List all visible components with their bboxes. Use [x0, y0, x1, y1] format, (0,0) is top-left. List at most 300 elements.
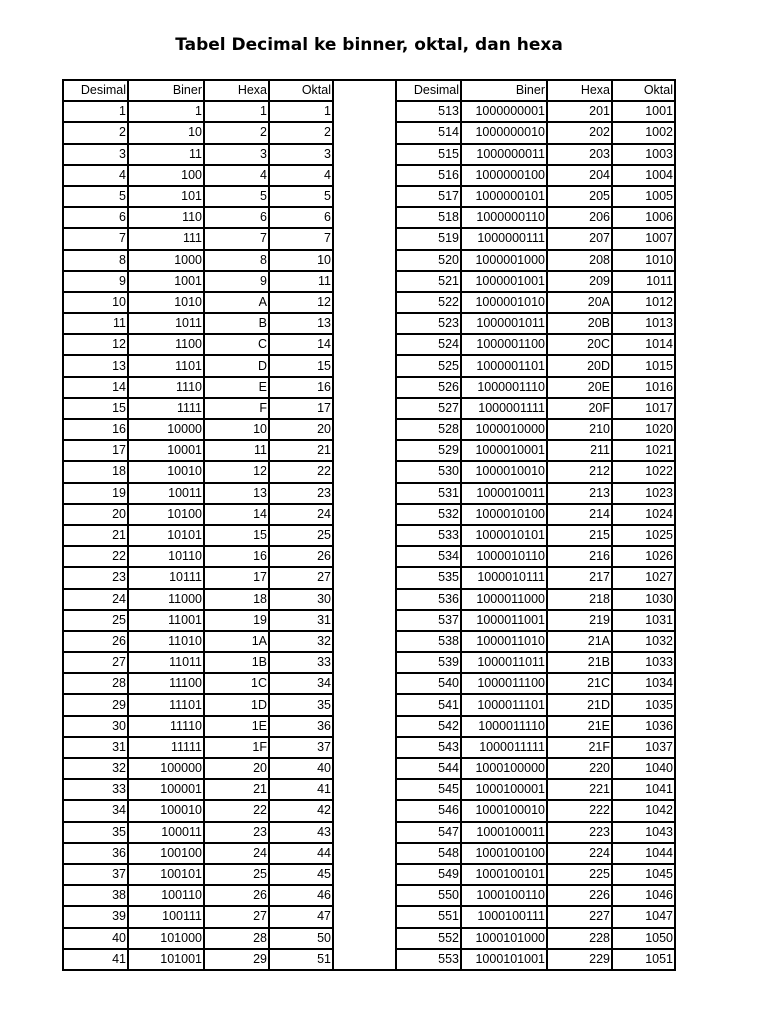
biner-cell: 1010 — [128, 292, 204, 313]
biner-cell: 1000100110 — [461, 885, 547, 906]
biner-cell: 11001 — [128, 610, 204, 631]
table-row — [63, 355, 675, 376]
hexa-cell: 19 — [204, 610, 269, 631]
table-row — [63, 461, 675, 482]
table-body — [63, 80, 675, 970]
desimal-cell: 3 — [63, 144, 128, 165]
biner-cell: 1000100101 — [461, 864, 547, 885]
table-header-row — [63, 80, 675, 101]
desimal-cell: 546 — [396, 800, 461, 821]
biner-cell: 1 — [128, 101, 204, 122]
biner-cell: 1000001011 — [461, 313, 547, 334]
biner-cell: 11100 — [128, 673, 204, 694]
table-row — [63, 652, 675, 673]
desimal-cell: 523 — [396, 313, 461, 334]
biner-cell: 1111 — [128, 398, 204, 419]
biner-cell: 1000000110 — [461, 207, 547, 228]
table-row — [63, 144, 675, 165]
oktal-cell: 1010 — [612, 250, 675, 271]
hexa-cell: 223 — [547, 822, 612, 843]
biner-cell: 1000010001 — [461, 440, 547, 461]
gap-cell — [333, 800, 396, 821]
hexa-cell: 11 — [204, 440, 269, 461]
biner-cell: 11111 — [128, 737, 204, 758]
hexa-cell: B — [204, 313, 269, 334]
oktal-cell: 1007 — [612, 228, 675, 249]
hexa-cell: 210 — [547, 419, 612, 440]
oktal-cell: 21 — [269, 440, 333, 461]
biner-cell: 100100 — [128, 843, 204, 864]
gap-cell — [333, 292, 396, 313]
biner-cell: 1110 — [128, 377, 204, 398]
hexa-cell: F — [204, 398, 269, 419]
table-row — [63, 122, 675, 143]
column-header: Desimal — [63, 80, 128, 101]
oktal-cell: 1024 — [612, 504, 675, 525]
table-row — [63, 800, 675, 821]
hexa-cell: 221 — [547, 779, 612, 800]
hexa-cell: 13 — [204, 483, 269, 504]
hexa-cell: 29 — [204, 949, 269, 970]
gap-cell — [333, 694, 396, 715]
hexa-cell: 1F — [204, 737, 269, 758]
gap-cell — [333, 144, 396, 165]
table-row — [63, 758, 675, 779]
oktal-cell: 1030 — [612, 589, 675, 610]
biner-cell: 101 — [128, 186, 204, 207]
hexa-cell: 3 — [204, 144, 269, 165]
biner-cell: 1000100100 — [461, 843, 547, 864]
gap-cell — [333, 207, 396, 228]
gap-cell — [333, 101, 396, 122]
desimal-cell: 517 — [396, 186, 461, 207]
hexa-cell: 1B — [204, 652, 269, 673]
table-row — [63, 843, 675, 864]
desimal-cell: 10 — [63, 292, 128, 313]
desimal-cell: 7 — [63, 228, 128, 249]
gap-cell — [333, 504, 396, 525]
oktal-cell: 2 — [269, 122, 333, 143]
gap-cell — [333, 928, 396, 949]
column-header: Oktal — [269, 80, 333, 101]
hexa-cell: 218 — [547, 589, 612, 610]
hexa-cell: 7 — [204, 228, 269, 249]
desimal-cell: 5 — [63, 186, 128, 207]
desimal-cell: 9 — [63, 271, 128, 292]
desimal-cell: 553 — [396, 949, 461, 970]
desimal-cell: 533 — [396, 525, 461, 546]
hexa-cell: 28 — [204, 928, 269, 949]
biner-cell: 1011 — [128, 313, 204, 334]
desimal-cell: 20 — [63, 504, 128, 525]
table-row — [63, 906, 675, 927]
hexa-cell: 16 — [204, 546, 269, 567]
oktal-cell: 25 — [269, 525, 333, 546]
hexa-cell: 228 — [547, 928, 612, 949]
desimal-cell: 528 — [396, 419, 461, 440]
biner-cell: 1000011101 — [461, 694, 547, 715]
biner-cell: 101001 — [128, 949, 204, 970]
desimal-cell: 545 — [396, 779, 461, 800]
table-row — [63, 673, 675, 694]
table-row — [63, 504, 675, 525]
hexa-cell: 21D — [547, 694, 612, 715]
table-row — [63, 949, 675, 970]
hexa-cell: 1A — [204, 631, 269, 652]
hexa-cell: 18 — [204, 589, 269, 610]
oktal-cell: 41 — [269, 779, 333, 800]
oktal-cell: 1034 — [612, 673, 675, 694]
oktal-cell: 1017 — [612, 398, 675, 419]
biner-cell: 11101 — [128, 694, 204, 715]
biner-cell: 1000001000 — [461, 250, 547, 271]
desimal-cell: 17 — [63, 440, 128, 461]
biner-cell: 1000010100 — [461, 504, 547, 525]
desimal-cell: 541 — [396, 694, 461, 715]
desimal-cell: 526 — [396, 377, 461, 398]
hexa-cell: 21F — [547, 737, 612, 758]
desimal-cell: 515 — [396, 144, 461, 165]
biner-cell: 1000011111 — [461, 737, 547, 758]
oktal-cell: 15 — [269, 355, 333, 376]
desimal-cell: 14 — [63, 377, 128, 398]
oktal-cell: 1035 — [612, 694, 675, 715]
desimal-cell: 520 — [396, 250, 461, 271]
biner-cell: 1000001111 — [461, 398, 547, 419]
biner-cell: 1000000111 — [461, 228, 547, 249]
biner-cell: 100000 — [128, 758, 204, 779]
biner-cell: 1000010011 — [461, 483, 547, 504]
hexa-cell: 25 — [204, 864, 269, 885]
oktal-cell: 1031 — [612, 610, 675, 631]
table-row — [63, 567, 675, 588]
gap-cell — [333, 461, 396, 482]
oktal-cell: 40 — [269, 758, 333, 779]
desimal-cell: 518 — [396, 207, 461, 228]
desimal-cell: 530 — [396, 461, 461, 482]
table-row — [63, 822, 675, 843]
gap-cell — [333, 80, 396, 101]
oktal-cell: 1001 — [612, 101, 675, 122]
gap-cell — [333, 631, 396, 652]
oktal-cell: 1002 — [612, 122, 675, 143]
oktal-cell: 13 — [269, 313, 333, 334]
desimal-cell: 21 — [63, 525, 128, 546]
biner-cell: 1000011001 — [461, 610, 547, 631]
desimal-cell: 534 — [396, 546, 461, 567]
biner-cell: 1000010110 — [461, 546, 547, 567]
oktal-cell: 30 — [269, 589, 333, 610]
hexa-cell: 1C — [204, 673, 269, 694]
oktal-cell: 1032 — [612, 631, 675, 652]
oktal-cell: 51 — [269, 949, 333, 970]
biner-cell: 1000010101 — [461, 525, 547, 546]
gap-cell — [333, 525, 396, 546]
oktal-cell: 14 — [269, 334, 333, 355]
desimal-cell: 542 — [396, 716, 461, 737]
hexa-cell: 205 — [547, 186, 612, 207]
desimal-cell: 37 — [63, 864, 128, 885]
desimal-cell: 12 — [63, 334, 128, 355]
hexa-cell: 20E — [547, 377, 612, 398]
oktal-cell: 1 — [269, 101, 333, 122]
biner-cell: 10000 — [128, 419, 204, 440]
hexa-cell: 211 — [547, 440, 612, 461]
hexa-cell: 20F — [547, 398, 612, 419]
biner-cell: 1000101000 — [461, 928, 547, 949]
hexa-cell: 227 — [547, 906, 612, 927]
table-row — [63, 313, 675, 334]
oktal-cell: 34 — [269, 673, 333, 694]
table-row — [63, 292, 675, 313]
desimal-cell: 536 — [396, 589, 461, 610]
oktal-cell: 45 — [269, 864, 333, 885]
biner-cell: 1000000011 — [461, 144, 547, 165]
hexa-cell: 204 — [547, 165, 612, 186]
desimal-cell: 23 — [63, 567, 128, 588]
hexa-cell: 215 — [547, 525, 612, 546]
oktal-cell: 32 — [269, 631, 333, 652]
oktal-cell: 1044 — [612, 843, 675, 864]
table-row — [63, 271, 675, 292]
biner-cell: 1000100000 — [461, 758, 547, 779]
oktal-cell: 46 — [269, 885, 333, 906]
desimal-cell: 4 — [63, 165, 128, 186]
gap-cell — [333, 398, 396, 419]
hexa-cell: 14 — [204, 504, 269, 525]
desimal-cell: 33 — [63, 779, 128, 800]
desimal-cell: 535 — [396, 567, 461, 588]
biner-cell: 10 — [128, 122, 204, 143]
hexa-cell: 20D — [547, 355, 612, 376]
page-title: Tabel Decimal ke binner, oktal, dan hexa — [175, 35, 563, 55]
desimal-cell: 22 — [63, 546, 128, 567]
desimal-cell: 19 — [63, 483, 128, 504]
table-row — [63, 546, 675, 567]
desimal-cell: 1 — [63, 101, 128, 122]
biner-cell: 11 — [128, 144, 204, 165]
biner-cell: 1000011010 — [461, 631, 547, 652]
desimal-cell: 537 — [396, 610, 461, 631]
oktal-cell: 10 — [269, 250, 333, 271]
hexa-cell: 2 — [204, 122, 269, 143]
biner-cell: 100011 — [128, 822, 204, 843]
oktal-cell: 1027 — [612, 567, 675, 588]
oktal-cell: 42 — [269, 800, 333, 821]
hexa-cell: 26 — [204, 885, 269, 906]
hexa-cell: 1 — [204, 101, 269, 122]
gap-cell — [333, 377, 396, 398]
desimal-cell: 34 — [63, 800, 128, 821]
table-row — [63, 228, 675, 249]
hexa-cell: 207 — [547, 228, 612, 249]
gap-cell — [333, 610, 396, 631]
hexa-cell: 21E — [547, 716, 612, 737]
hexa-cell: 209 — [547, 271, 612, 292]
table-row — [63, 525, 675, 546]
hexa-cell: 20A — [547, 292, 612, 313]
gap-cell — [333, 355, 396, 376]
desimal-cell: 11 — [63, 313, 128, 334]
oktal-cell: 44 — [269, 843, 333, 864]
oktal-cell: 35 — [269, 694, 333, 715]
table-row — [63, 928, 675, 949]
oktal-cell: 1046 — [612, 885, 675, 906]
hexa-cell: 212 — [547, 461, 612, 482]
table-row — [63, 631, 675, 652]
column-header: Hexa — [204, 80, 269, 101]
desimal-cell: 41 — [63, 949, 128, 970]
biner-cell: 1000011000 — [461, 589, 547, 610]
biner-cell: 1000101001 — [461, 949, 547, 970]
hexa-cell: 225 — [547, 864, 612, 885]
desimal-cell: 532 — [396, 504, 461, 525]
hexa-cell: 23 — [204, 822, 269, 843]
hexa-cell: 217 — [547, 567, 612, 588]
hexa-cell: 10 — [204, 419, 269, 440]
oktal-cell: 12 — [269, 292, 333, 313]
hexa-cell: 22 — [204, 800, 269, 821]
gap-cell — [333, 758, 396, 779]
column-header: Hexa — [547, 80, 612, 101]
column-header: Biner — [128, 80, 204, 101]
table-row — [63, 440, 675, 461]
desimal-cell: 15 — [63, 398, 128, 419]
hexa-cell: 1D — [204, 694, 269, 715]
gap-cell — [333, 419, 396, 440]
desimal-cell: 551 — [396, 906, 461, 927]
conversion-table — [62, 79, 676, 971]
desimal-cell: 26 — [63, 631, 128, 652]
gap-cell — [333, 313, 396, 334]
oktal-cell: 1047 — [612, 906, 675, 927]
desimal-cell: 30 — [63, 716, 128, 737]
gap-cell — [333, 949, 396, 970]
desimal-cell: 544 — [396, 758, 461, 779]
oktal-cell: 1040 — [612, 758, 675, 779]
biner-cell: 11011 — [128, 652, 204, 673]
hexa-cell: 6 — [204, 207, 269, 228]
gap-cell — [333, 440, 396, 461]
hexa-cell: D — [204, 355, 269, 376]
biner-cell: 11010 — [128, 631, 204, 652]
biner-cell: 10110 — [128, 546, 204, 567]
biner-cell: 100010 — [128, 800, 204, 821]
biner-cell: 1000000010 — [461, 122, 547, 143]
hexa-cell: 8 — [204, 250, 269, 271]
biner-cell: 1100 — [128, 334, 204, 355]
oktal-cell: 1041 — [612, 779, 675, 800]
desimal-cell: 13 — [63, 355, 128, 376]
biner-cell: 10001 — [128, 440, 204, 461]
desimal-cell: 525 — [396, 355, 461, 376]
biner-cell: 1000001001 — [461, 271, 547, 292]
biner-cell: 100111 — [128, 906, 204, 927]
table-row — [63, 694, 675, 715]
oktal-cell: 6 — [269, 207, 333, 228]
gap-cell — [333, 843, 396, 864]
biner-cell: 11000 — [128, 589, 204, 610]
oktal-cell: 1021 — [612, 440, 675, 461]
table-row — [63, 186, 675, 207]
oktal-cell: 1016 — [612, 377, 675, 398]
oktal-cell: 1011 — [612, 271, 675, 292]
oktal-cell: 17 — [269, 398, 333, 419]
oktal-cell: 50 — [269, 928, 333, 949]
gap-cell — [333, 546, 396, 567]
oktal-cell: 1005 — [612, 186, 675, 207]
desimal-cell: 6 — [63, 207, 128, 228]
oktal-cell: 1020 — [612, 419, 675, 440]
hexa-cell: 24 — [204, 843, 269, 864]
desimal-cell: 527 — [396, 398, 461, 419]
table-row — [63, 737, 675, 758]
oktal-cell: 1042 — [612, 800, 675, 821]
column-header: Oktal — [612, 80, 675, 101]
biner-cell: 10101 — [128, 525, 204, 546]
oktal-cell: 1033 — [612, 652, 675, 673]
table-row — [63, 885, 675, 906]
desimal-cell: 31 — [63, 737, 128, 758]
biner-cell: 1101 — [128, 355, 204, 376]
desimal-cell: 547 — [396, 822, 461, 843]
biner-cell: 10011 — [128, 483, 204, 504]
biner-cell: 1000011011 — [461, 652, 547, 673]
gap-cell — [333, 186, 396, 207]
gap-cell — [333, 589, 396, 610]
desimal-cell: 8 — [63, 250, 128, 271]
gap-cell — [333, 822, 396, 843]
oktal-cell: 1006 — [612, 207, 675, 228]
desimal-cell: 32 — [63, 758, 128, 779]
hexa-cell: 20B — [547, 313, 612, 334]
oktal-cell: 1051 — [612, 949, 675, 970]
desimal-cell: 35 — [63, 822, 128, 843]
oktal-cell: 1025 — [612, 525, 675, 546]
oktal-cell: 16 — [269, 377, 333, 398]
hexa-cell: 224 — [547, 843, 612, 864]
hexa-cell: 21B — [547, 652, 612, 673]
oktal-cell: 5 — [269, 186, 333, 207]
oktal-cell: 27 — [269, 567, 333, 588]
oktal-cell: 36 — [269, 716, 333, 737]
gap-cell — [333, 334, 396, 355]
gap-cell — [333, 271, 396, 292]
table-row — [63, 377, 675, 398]
gap-cell — [333, 779, 396, 800]
oktal-cell: 4 — [269, 165, 333, 186]
hexa-cell: 213 — [547, 483, 612, 504]
gap-cell — [333, 864, 396, 885]
table-row — [63, 165, 675, 186]
biner-cell: 1000100010 — [461, 800, 547, 821]
biner-cell: 1000010010 — [461, 461, 547, 482]
biner-cell: 101000 — [128, 928, 204, 949]
oktal-cell: 1013 — [612, 313, 675, 334]
gap-cell — [333, 122, 396, 143]
biner-cell: 110 — [128, 207, 204, 228]
table-row — [63, 101, 675, 122]
desimal-cell: 514 — [396, 122, 461, 143]
oktal-cell: 1037 — [612, 737, 675, 758]
hexa-cell: 12 — [204, 461, 269, 482]
desimal-cell: 521 — [396, 271, 461, 292]
hexa-cell: 220 — [547, 758, 612, 779]
hexa-cell: 214 — [547, 504, 612, 525]
biner-cell: 100101 — [128, 864, 204, 885]
table-row — [63, 207, 675, 228]
gap-cell — [333, 737, 396, 758]
